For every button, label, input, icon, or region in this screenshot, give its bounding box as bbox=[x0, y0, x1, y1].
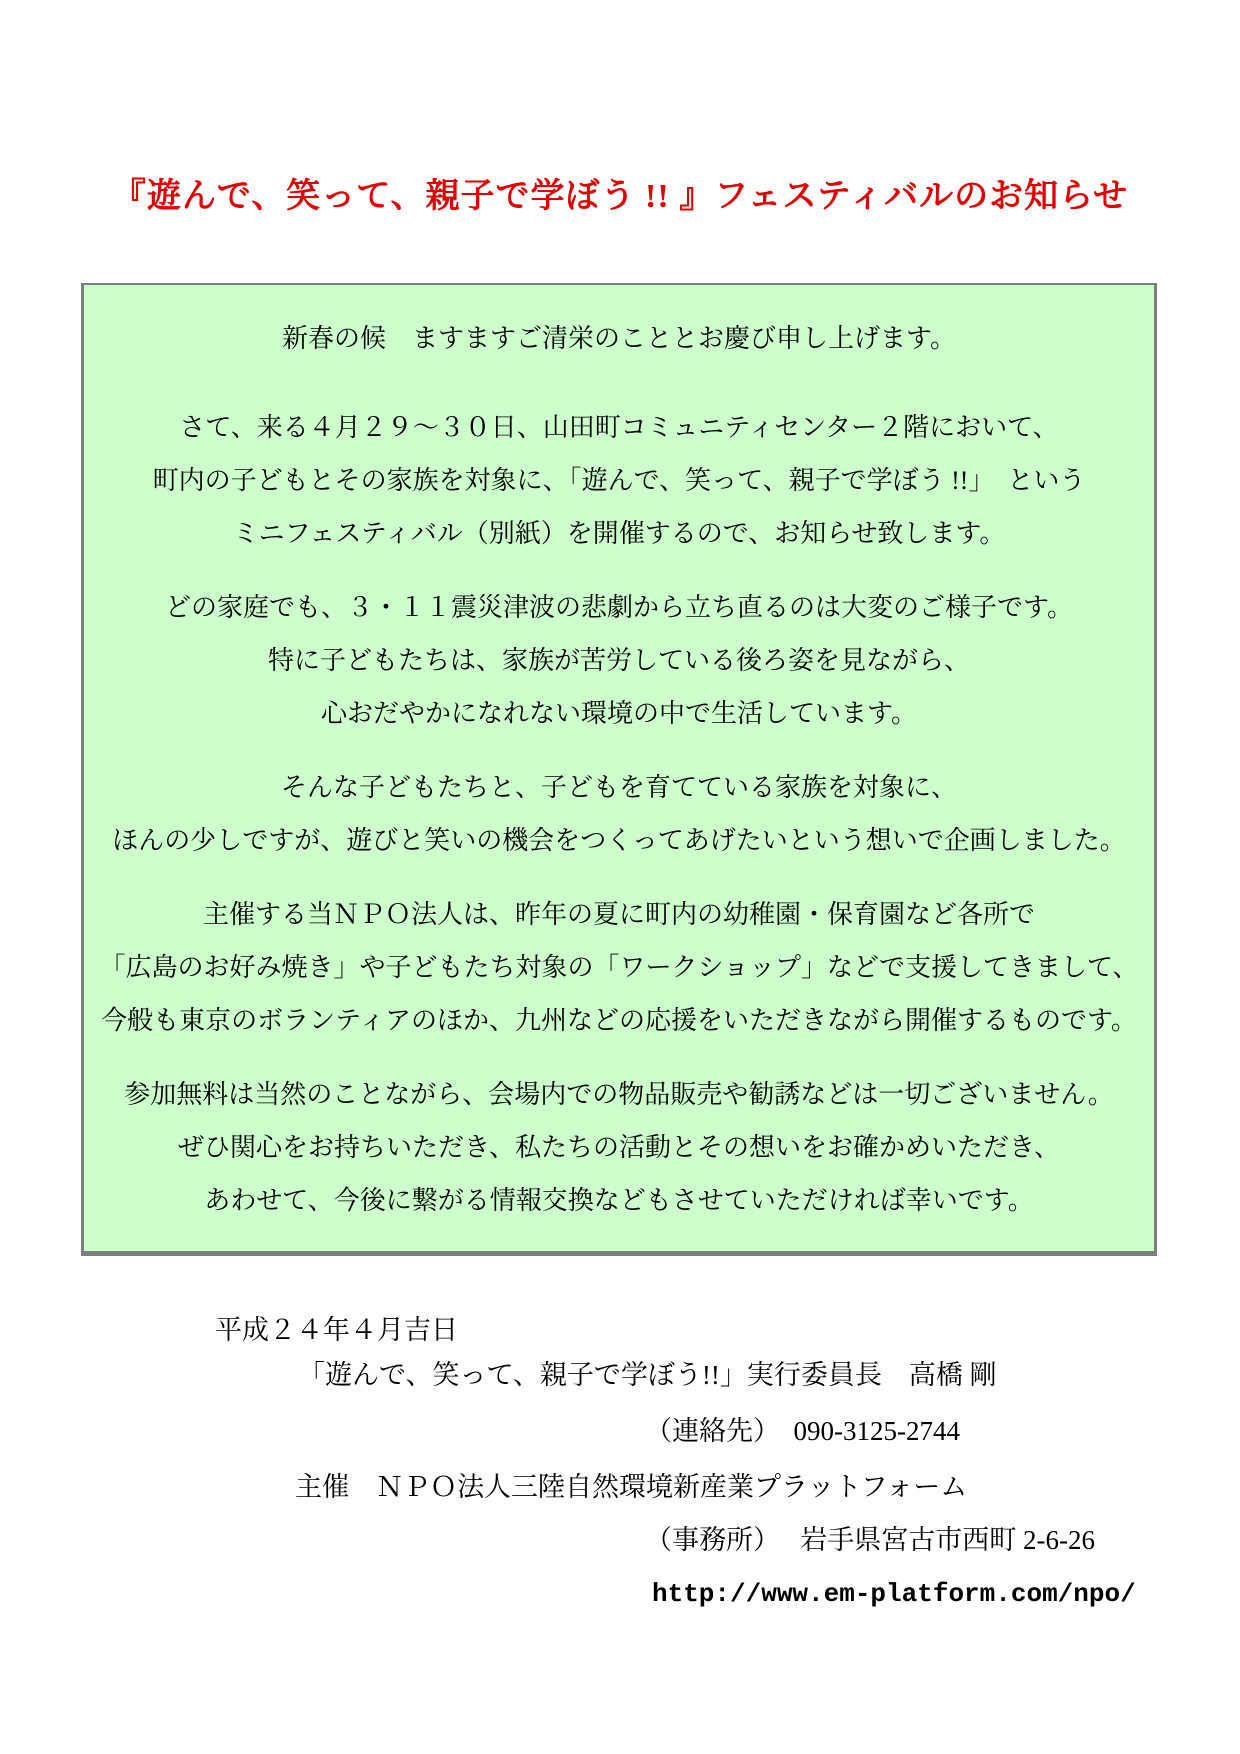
letter-line: 新春の候 ますますご清栄のこととお慶び申し上げます。 bbox=[282, 324, 956, 353]
letter-body-box bbox=[81, 283, 1157, 1256]
page-title: 『遊んで、笑って、親子で学ぼう !! 』フェスティバルのお知らせ bbox=[111, 178, 1129, 215]
letter-line: 今般も東京のボランティアのほか、九州などの応援をいただきながら開催するものです。 bbox=[101, 1006, 1137, 1035]
organizer-line: 主催 ＮＰＯ法人三陸自然環境新産業プラットフォーム bbox=[295, 1472, 968, 1502]
letter-line: 「広島のお好み焼き」や子どもたち対象の「ワークショップ」などで支援してきまして、 bbox=[99, 953, 1139, 982]
letter-line: 心おだやかになれない環境の中で生活しています。 bbox=[321, 699, 917, 728]
office-address-line: （事務所） 岩手県宮古市西町 2-6-26 bbox=[645, 1525, 1095, 1555]
paragraph-announcement bbox=[84, 401, 1154, 560]
letter-line: あわせて、今後に繋がる情報交換などもさせていただければ幸いです。 bbox=[204, 1186, 1034, 1215]
contact-phone-line: （連絡先） 090-3125-2744 bbox=[645, 1416, 960, 1446]
paragraph-purpose bbox=[84, 761, 1154, 867]
paragraph-closing bbox=[84, 1068, 1154, 1227]
letter-line: ミニフェスティバル（別紙）を開催するので、お知らせ致します。 bbox=[232, 519, 1006, 548]
letter-line: さて、来る４月２９～３０日、山田町コミュニティセンター２階において、 bbox=[179, 413, 1059, 442]
letter-line: そんな子どもたちと、子どもを育てている家族を対象に、 bbox=[280, 773, 957, 802]
letter-line: ほんの少しですが、遊びと笑いの機会をつくってあげたいという想いで企画しました。 bbox=[112, 826, 1126, 855]
committee-chair-line: 「遊んで、笑って、親子で学ぼう!!」実行委員長 高橋 剛 bbox=[298, 1360, 997, 1390]
letter-line: 主催する当ＮＰＯ法人は、昨年の夏に町内の幼稚園・保育園など各所で bbox=[202, 900, 1035, 929]
paragraph-organizer-activity bbox=[84, 888, 1154, 1047]
letter-line: どの家庭でも、３・１１震災津波の悲劇から立ち直るのは大変のご様子です。 bbox=[165, 593, 1073, 622]
letter-line: 参加無料は当然のことながら、会場内での物品販売や勧誘などは一切ございません。 bbox=[124, 1080, 1114, 1109]
letter-line: 特に子どもたちは、家族が苦労している後ろ姿を見ながら、 bbox=[267, 646, 970, 675]
paragraph-greeting bbox=[84, 312, 1154, 365]
website-url-text: http://www.em-platform.com/npo/ bbox=[652, 1579, 1136, 1609]
date-line: 平成２４年４月吉日 bbox=[215, 1315, 458, 1345]
letter-line: ぜひ関心をお持ちいただき、私たちの活動とその想いをお確かめいただき、 bbox=[178, 1133, 1060, 1162]
paragraph-background bbox=[84, 581, 1154, 740]
letter-line: 町内の子どもとその家族を対象に、「遊んで、笑って、親子で学ぼう !!」 という bbox=[152, 466, 1086, 495]
